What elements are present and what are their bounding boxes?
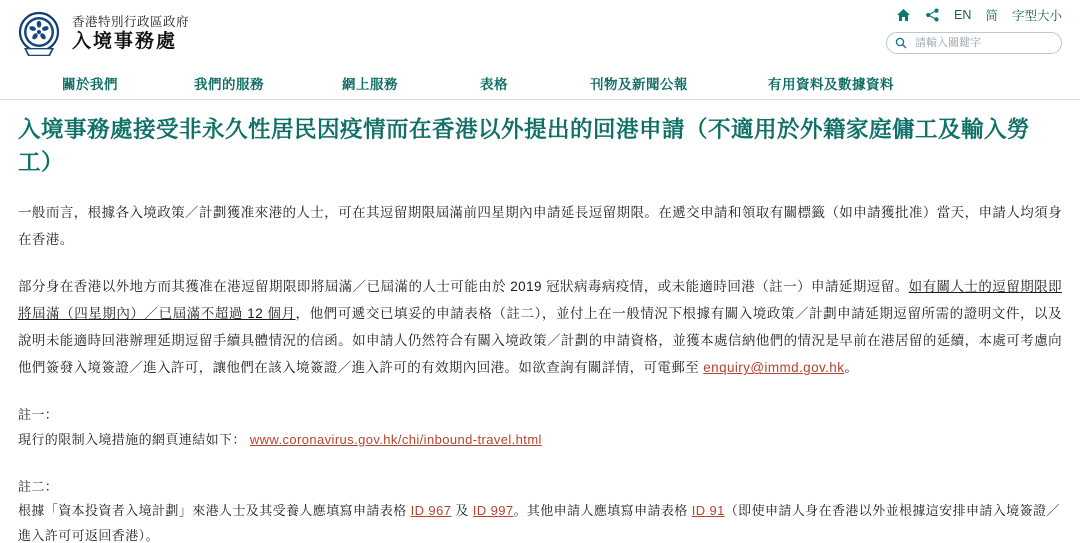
note-2-part-b: 及 — [451, 503, 473, 519]
paragraph-extension-arrangement — [18, 273, 1062, 381]
site-brand[interactable] — [16, 10, 189, 58]
page-title: 入境事務處接受非永久性居民因疫情而在香港以外提出的回港申請（不適用於外籍家庭傭工及輸入勞工） — [18, 117, 1031, 175]
brand-line-department: 入境事務處 — [72, 31, 178, 53]
nav-item-useful-info-statistics[interactable]: 有用資料及數據資料 — [768, 76, 894, 92]
share-icon[interactable] — [925, 8, 940, 22]
note-2-part-a: 根據「資本投資者入境計劃」來港人士及其受養人應填寫申請表格 — [18, 503, 411, 519]
paragraph-general-rule: 一般而言，根據各入境政策／計劃獲准來港的人士，可在其逗留期限屆滿前四星期內申請延長逗留期限。在遞交申請和領取有關標籤（如申請獲批准）當天，申請人均須身在香港。 — [18, 205, 1062, 248]
hksar-emblem-icon — [16, 10, 62, 58]
note-2-part-d: （即使申請人身在香港以外並根據這安排申請入境簽證／進入許可可返回香港）。 — [18, 503, 1060, 543]
form-id91-link[interactable]: ID 91 — [691, 503, 725, 519]
nav-item-publications-press[interactable]: 刊物及新聞公報 — [590, 76, 688, 92]
search-box[interactable] — [886, 32, 1062, 54]
home-icon[interactable] — [896, 8, 911, 22]
form-id967-link[interactable]: ID 967 — [410, 503, 452, 519]
note-2-label: 註二： — [18, 478, 59, 494]
search-icon — [895, 37, 907, 49]
lang-en-link[interactable]: EN — [954, 8, 972, 22]
note-2-part-c: 。其他申請人應填寫申請表格 — [513, 503, 692, 519]
main-navigation — [0, 66, 1080, 100]
para2-underlined-clause: 如有關人士的逗留期限即將屆滿（四星期內）／已屆滿不超過 12 個月 — [18, 279, 1062, 322]
note-1-text: 現行的限制入境措施的網頁連結如下： — [18, 431, 246, 447]
note-2-body — [18, 499, 1062, 543]
article-content — [0, 100, 1080, 543]
note-1-label: 註一： — [18, 407, 59, 423]
site-header — [0, 0, 1080, 66]
para2-part-a: 部分身在香港以外地方而其獲准在港逗留期限即將屆滿／已屆滿的人士可能由於 2019 冠狀病毒病疫情，或未能適時回港（註一）申請延期逗留。 — [18, 279, 909, 295]
lang-sc-link[interactable]: 简 — [985, 9, 998, 23]
para2-part-b: ，他們可遞交已填妥的申請表格（註二），並付上在一般情況下根據有關入境政策／計劃申請延期逗留所需的證明文件，以及說明未能適時回港辦理延期逗留手續具體情況的信函。如申請人仍然符合有關入境政策／計劃的申請資格，並獲本處信納他們的情況是早前在港居留的延續，本處可考慮向他們簽發入境簽證／進入許可，讓他們在該入境簽證／進入許可的有效期內回港。如欲查詢有關詳情，可電郵至 — [18, 306, 1062, 376]
brand-line-gov: 香港特別行政區政府 — [72, 14, 190, 29]
form-id997-link[interactable]: ID 997 — [472, 503, 514, 519]
nav-item-online-services[interactable]: 網上服務 — [342, 76, 398, 92]
utility-bar — [896, 6, 1062, 24]
font-size-link[interactable]: 字型大小 — [1011, 9, 1062, 23]
nav-item-our-services[interactable]: 我們的服務 — [194, 76, 264, 92]
nav-item-about-us[interactable]: 關於我們 — [62, 76, 118, 92]
para2-part-c: 。 — [844, 360, 859, 376]
coronavirus-inbound-travel-link[interactable]: www.coronavirus.gov.hk/chi/inbound-travel.html — [249, 431, 542, 447]
nav-item-forms[interactable]: 表格 — [480, 76, 508, 92]
search-input[interactable] — [913, 36, 1053, 50]
note-1-body — [18, 428, 1062, 453]
enquiry-email-link[interactable]: enquiry@immd.gov.hk — [703, 360, 845, 376]
brand-text — [72, 15, 189, 53]
